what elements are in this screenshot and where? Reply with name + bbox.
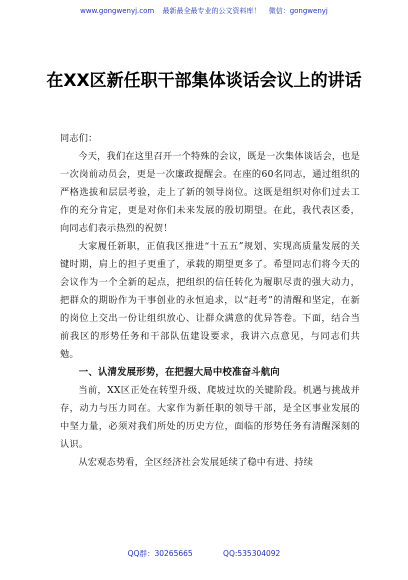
- paragraph-2: 大家履任新职，正值我区推进“十五五”规划、实现高质量发展的关键时期，肩上的担子更重了，承载的期望更多了。希望同志们将今天的会议作为一个全新的起点，把组织的信任转化为履职尽责的强大动力，把群众的期盼作为干事创业的永恒追求，以“赶考”的清醒和坚定，在新的岗位上交出一份让组织放心、让群众满意的优异答卷。下面，结合当前我区的形势任务和干部队伍建设要求，我讲六点意见，与同志们共勉。: [60, 241, 360, 360]
- salutation: 同志们：: [60, 133, 98, 144]
- header-slogan: 最新最全最专业的公文资料库！: [162, 7, 261, 15]
- header-wechat: 微信：gongwenyj: [268, 7, 328, 15]
- page-footer: [0, 549, 408, 559]
- section-paragraph-2: 从宏观态势看，全区经济社会发展延续了稳中有进、持续: [78, 457, 314, 468]
- section-paragraph-1: 当前，XX区正处在转型升级、爬坡过坎的关键阶段。机遇与挑战并存，动力与压力同在。大家作为新任职的领导干部，是全区事业发展的中坚力量，必须对我们所处的历史方位，面临的形势任务有清醒深刻的认识。: [60, 385, 360, 450]
- document-title: 在XX区新任职干部集体谈话会议上的讲话: [46, 71, 362, 91]
- document-body: [60, 130, 360, 472]
- footer-qq-group: QQ群：30265665: [127, 549, 193, 558]
- header-website-link[interactable]: www.gongwenyj.com: [80, 7, 155, 15]
- page-header: [0, 6, 408, 16]
- footer-qq: QQ:535304092: [223, 549, 281, 558]
- paragraph-1: 今天，我们在这里召开一个特殊的会议，既是一次集体谈话会，也是一次岗前动员会，更是一次廉政提醒会。在座的60名同志，通过组织的严格选拔和层层考验，走上了新的领导岗位。这既是组织对你们过去工作的充分肯定，更是对你们未来发展的殷切期望。在此，我代表区委，向同志们表示热烈的祝贺！: [60, 151, 361, 234]
- section-heading-1: 一、认清发展形势，在把握大局中校准奋斗航向: [78, 367, 280, 378]
